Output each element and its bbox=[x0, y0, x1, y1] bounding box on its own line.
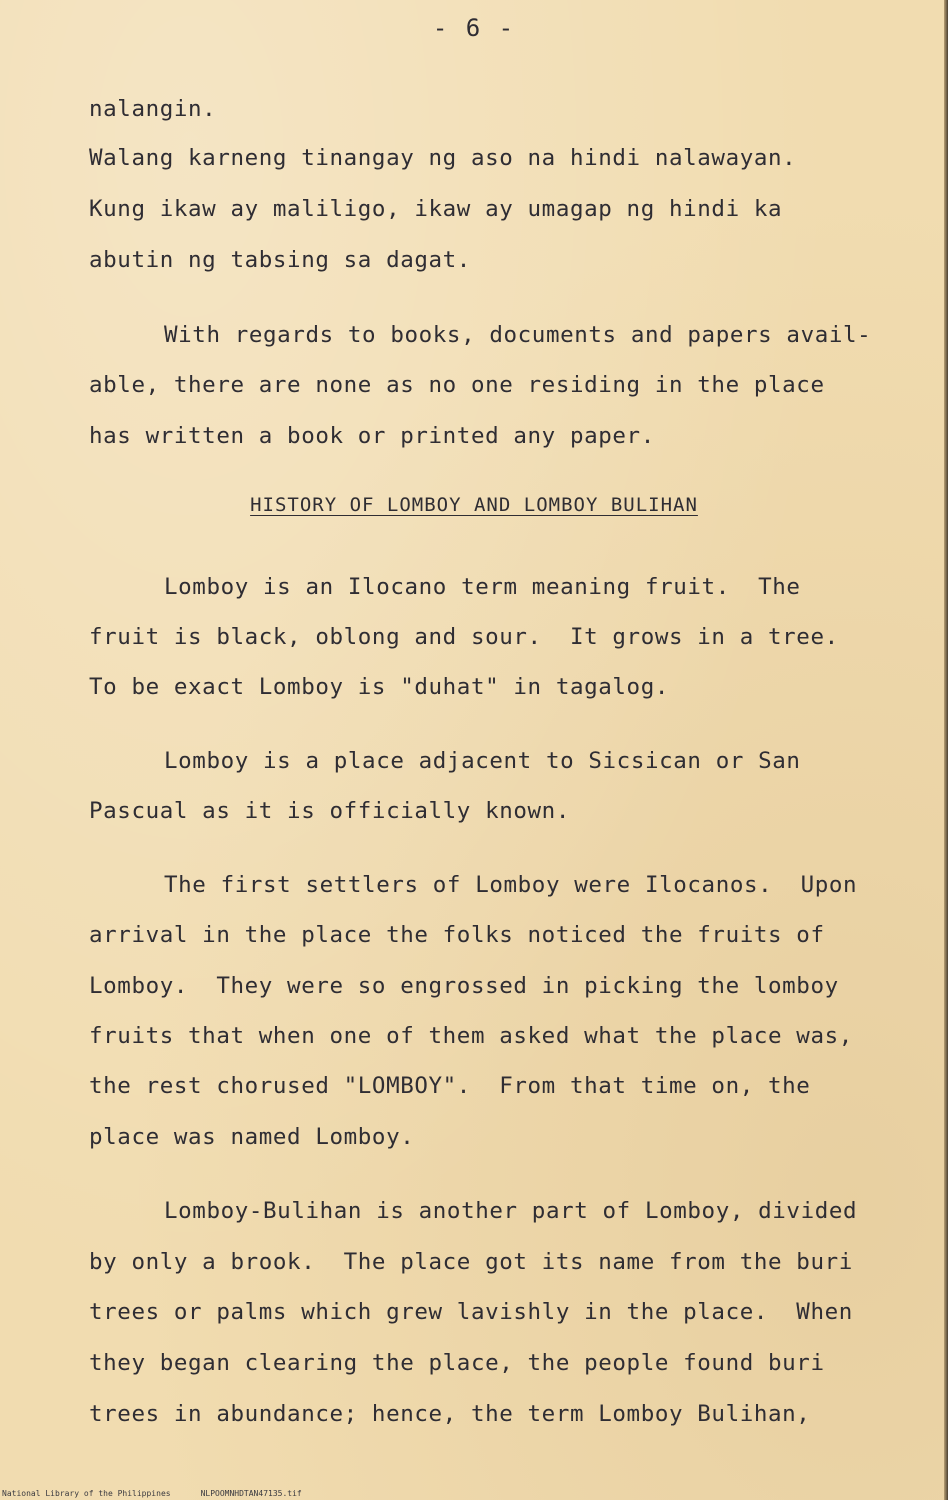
page-number: - 6 - bbox=[432, 14, 516, 42]
text-line: trees in abundance; hence, the term Lomboy Bulihan, bbox=[89, 1401, 811, 1427]
text-line: The first settlers of Lomboy were Ilocanos. Upon bbox=[164, 872, 858, 898]
text-line: trees or palms which grew lavishly in the place. When bbox=[89, 1299, 853, 1325]
text-line: place was named Lomboy. bbox=[89, 1124, 415, 1150]
text-line: Lomboy is an Ilocano term meaning fruit. The bbox=[164, 574, 801, 600]
section-heading: HISTORY OF LOMBOY AND LOMBOY BULIHAN bbox=[250, 494, 698, 516]
text-line: the rest chorused "LOMBOY". From that time on, the bbox=[89, 1073, 811, 1099]
text-line: Lomboy is a place adjacent to Sicsican or San bbox=[164, 748, 801, 774]
text-line: nalangin. bbox=[89, 96, 217, 122]
text-line: they began clearing the place, the people found buri bbox=[89, 1350, 825, 1376]
text-line: fruits that when one of them asked what the place was, bbox=[89, 1023, 853, 1049]
text-line: Walang karneng tinangay ng aso na hindi nalawayan. bbox=[89, 145, 797, 171]
text-line: Lomboy-Bulihan is another part of Lomboy, divided bbox=[164, 1198, 858, 1224]
text-line: arrival in the place the folks noticed the fruits of bbox=[89, 922, 825, 948]
text-line: has written a book or printed any paper. bbox=[89, 423, 655, 449]
page-edge-shadow bbox=[944, 0, 948, 1500]
text-line: To be exact Lomboy is "duhat" in tagalog. bbox=[89, 674, 669, 700]
text-line: Lomboy. They were so engrossed in picking the lomboy bbox=[89, 973, 839, 999]
text-line: Kung ikaw ay maliligo, ikaw ay umagap ng hindi ka bbox=[89, 196, 783, 222]
text-line: by only a brook. The place got its name from the buri bbox=[89, 1249, 853, 1275]
text-line: Pascual as it is officially known. bbox=[89, 798, 570, 824]
text-line: abutin ng tabsing sa dagat. bbox=[89, 247, 471, 273]
text-line: fruit is black, oblong and sour. It grows in a tree. bbox=[89, 624, 839, 650]
footer-institution: National Library of the Philippines bbox=[2, 1489, 171, 1498]
text-line: With regards to books, documents and papers avail- bbox=[164, 322, 872, 348]
footer-filename: NLPOOMNHDTAN47135.tif bbox=[200, 1489, 302, 1498]
scan-footer bbox=[2, 1489, 332, 1498]
text-line: able, there are none as no one residing in the place bbox=[89, 372, 825, 398]
